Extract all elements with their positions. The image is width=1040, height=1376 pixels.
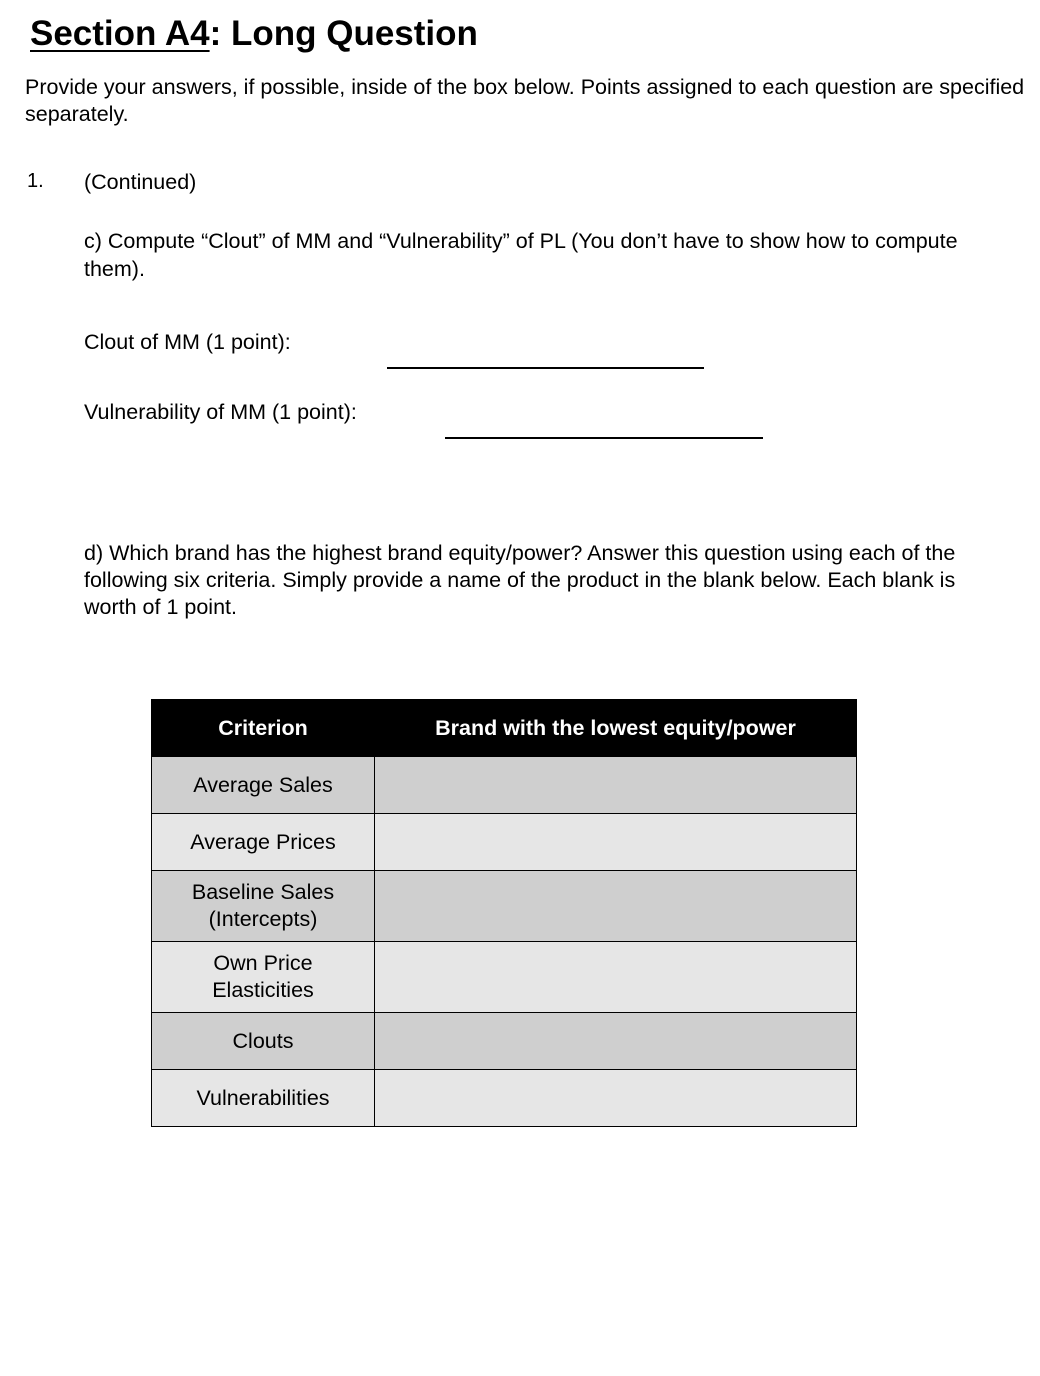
section-title-suffix: : Long Question <box>209 14 478 53</box>
criterion-cell: Clouts <box>152 1013 375 1070</box>
answer-cell[interactable] <box>375 871 857 942</box>
criterion-cell-line2: (Intercepts) <box>208 907 318 931</box>
criterion-cell: Vulnerabilities <box>152 1070 375 1127</box>
instructions-text: Provide your answers, if possible, inside of the box below. Points assigned to each question are specified separately. <box>25 75 1025 126</box>
criterion-cell-line1: Own Price <box>213 951 313 975</box>
table-row <box>152 814 857 871</box>
answer-cell[interactable] <box>375 1070 857 1127</box>
question-continued-label: (Continued) <box>84 170 197 194</box>
criteria-table <box>151 699 857 1127</box>
table-header-row <box>152 700 857 757</box>
question-number: 1. <box>27 170 44 192</box>
brand-column-header: Brand with the lowest equity/power <box>375 700 857 757</box>
table-row <box>152 1070 857 1127</box>
criterion-cell-line1: Baseline Sales <box>191 880 335 904</box>
table-row <box>152 1013 857 1070</box>
criterion-cell: Average Sales <box>152 757 375 814</box>
answer-cell[interactable] <box>375 757 857 814</box>
part-c-prompt: c) Compute “Clout” of MM and “Vulnerability” of PL (You don’t have to show how to compute them). <box>84 229 958 281</box>
table-row <box>152 757 857 814</box>
answer-cell[interactable] <box>375 1013 857 1070</box>
criterion-column-header: Criterion <box>152 700 375 757</box>
answer-cell[interactable] <box>375 814 857 871</box>
criterion-cell: Average Prices <box>152 814 375 871</box>
part-d-prompt: d) Which brand has the highest brand equity/power? Answer this question using each of the following six criteria. Simply provide a name of the product in the blank below. Each blank is worth of 1 point. <box>84 541 956 619</box>
table-row <box>152 942 857 1013</box>
vulnerability-label: Vulnerability of MM (1 point): <box>84 400 357 424</box>
criterion-cell <box>152 871 375 942</box>
section-title-label: Section A4 <box>30 14 210 53</box>
section-title <box>30 14 478 54</box>
clout-answer-blank[interactable] <box>387 367 704 369</box>
table-row <box>152 871 857 942</box>
answer-cell[interactable] <box>375 942 857 1013</box>
criterion-cell-line2: Elasticities <box>212 978 314 1002</box>
criterion-cell <box>152 942 375 1013</box>
clout-label: Clout of MM (1 point): <box>84 330 291 354</box>
vulnerability-answer-blank[interactable] <box>445 437 763 439</box>
